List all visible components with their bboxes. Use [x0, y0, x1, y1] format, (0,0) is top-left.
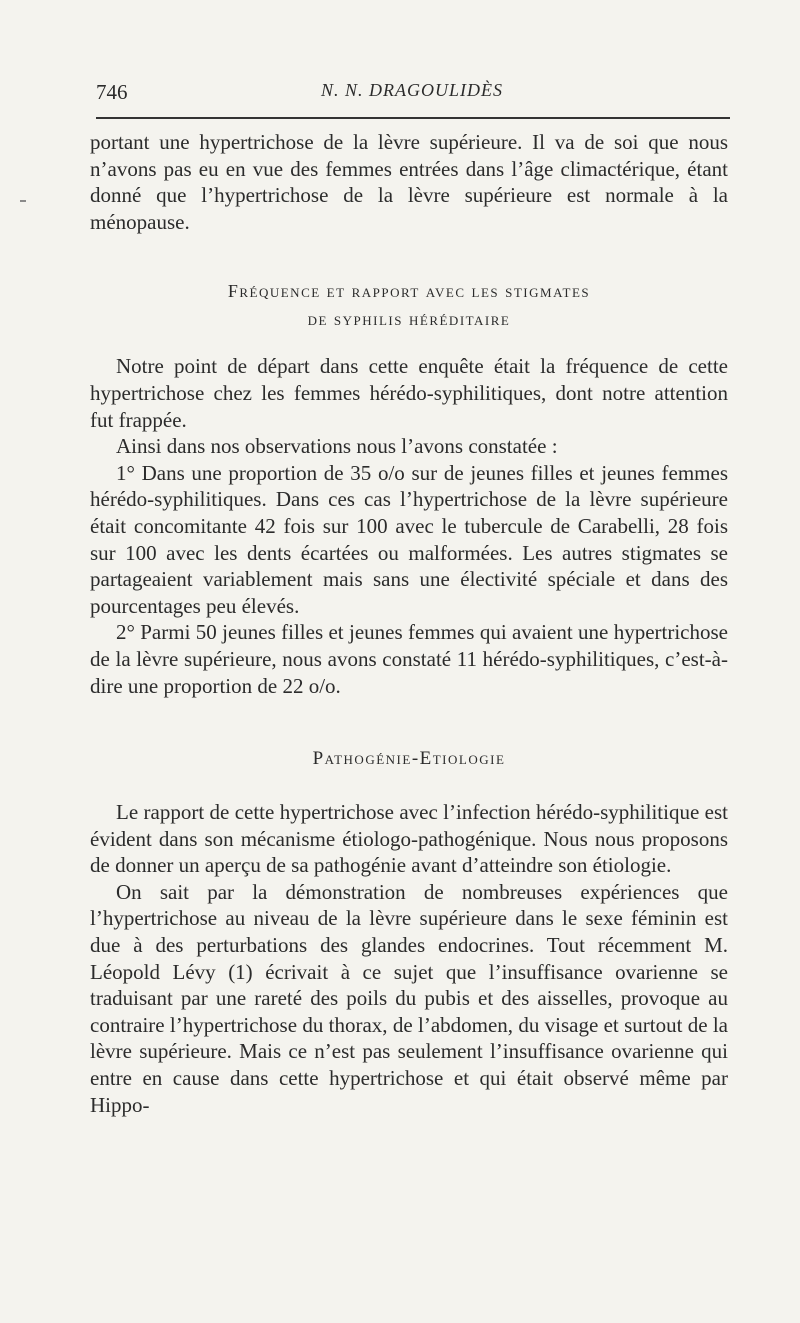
page-number: 746 — [96, 80, 128, 104]
paragraph: 1° Dans une proportion de 35 o/o sur de jeunes filles et jeunes femmes hérédo-syphilitiques. Dans ces cas l’hypertrichose de la lèvre supérieure était concomitante 42 fois sur 100 avec le tubercule de Carabelli, 28 fois sur 100 avec les dents écartées ou malformées. Les autres stigmates se partageaient variablement mais sans une électivité spéciale et dans des pourcentages peu élevés. — [90, 460, 728, 618]
section-heading-frequence — [90, 277, 728, 333]
header-rule — [96, 117, 730, 119]
page-body — [90, 129, 728, 1118]
paragraph: Notre point de départ dans cette enquête était la fréquence de cette hypertrichose chez les femmes hérédo-syphilitiques, dont notre attention fut frappée. — [90, 354, 728, 432]
paragraph: Le rapport de cette hypertrichose avec l’infection hérédo-syphilitique est évident dans son mécanisme étiologo-pathogénique. Nous nous proposons de donner un aperçu de sa pathogénie avant d’atteindre son étiologie. — [90, 800, 728, 878]
section-heading-pathogenie: Pathogénie-Etiologie — [312, 748, 506, 770]
page-header — [96, 80, 728, 110]
paragraph-continuation: portant une hypertrichose de la lèvre supérieure. Il va de soi que nous n’avons pas eu en vue des femmes entrées dans l’âge climactérique, étant donné que l’hypertrichose de la lèvre supérieure est normale à la ménopause. — [90, 130, 728, 234]
section-heading-line: Fréquence et rapport avec les stigmates — [227, 281, 591, 302]
paragraph: Ainsi dans nos observations nous l’avons constatée : — [116, 434, 558, 459]
paragraph: 2° Parmi 50 jeunes filles et jeunes femmes qui avaient une hypertrichose de la lèvre supérieure, nous avons constaté 11 hérédo-syphilitiques, c’est-à-dire une proportion de 22 o/o. — [90, 620, 728, 698]
paragraph: On sait par la démonstration de nombreuses expériences que l’hypertrichose au niveau de la lèvre supérieure dans le sexe féminin est due à des perturbations des glandes endocrines. Tout récemment M. Léopold Lévy (1) écrivait à ce sujet que l’insuffisance ovarienne se traduisant par une rareté des poils du pubis et des aisselles, provoque au contraire l’hypertrichose du thorax, de l’abdomen, du visage et surtout de la lèvre supérieure. Mais ce n’est pas seulement l’insuffisance ovarienne qui entre en cause dans cette hypertrichose et qui était observé même par Hippo- — [90, 879, 728, 1117]
running-title: N. N. DRAGOULIDÈS — [321, 80, 503, 100]
section-heading-line: de syphilis héréditaire — [307, 309, 511, 330]
margin-mark — [20, 200, 26, 202]
